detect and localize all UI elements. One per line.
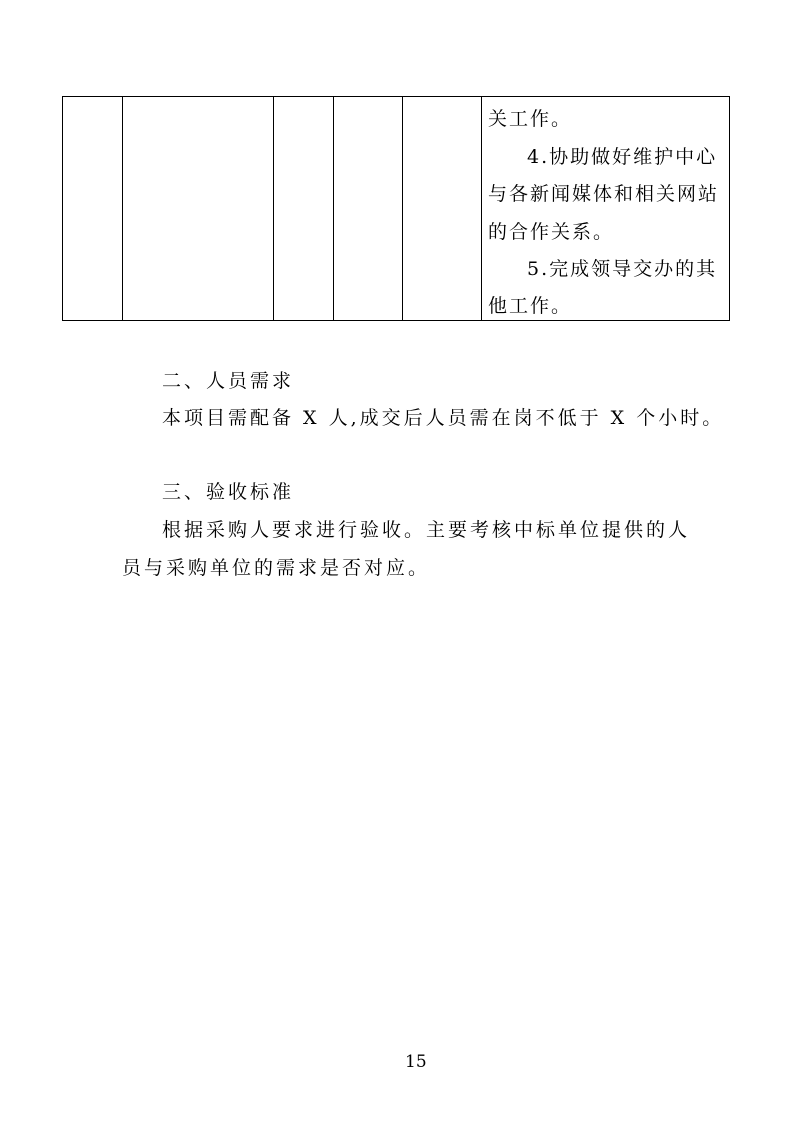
table-divider [402, 97, 403, 320]
table-divider [273, 97, 274, 320]
cell-text-line: 他工作。 [488, 295, 573, 317]
cell-text-line: 5.完成领导交办的其 [527, 258, 718, 280]
cell-text-line: 4.协助做好维护中心 [527, 146, 718, 168]
table-divider [481, 97, 482, 320]
section-body: 根据采购人要求进行验收。主要考核中标单位提供的人 [162, 519, 691, 541]
cell-text-line: 的合作关系。 [488, 221, 615, 243]
table-divider [122, 97, 123, 320]
section-body: 员与采购单位的需求是否对应。 [122, 557, 431, 579]
requirements-table [62, 96, 730, 321]
section-heading: 二、人员需求 [162, 370, 295, 392]
page-number: 15 [405, 1052, 427, 1072]
section-body: 本项目需配备 X 人,成交后人员需在岗不低于 X 个小时。 [162, 407, 725, 429]
section-heading: 三、验收标准 [162, 481, 295, 503]
cell-text-line: 与各新闻媒体和相关网站 [488, 183, 720, 205]
cell-text-line: 关工作。 [488, 108, 573, 130]
table-divider [333, 97, 334, 320]
